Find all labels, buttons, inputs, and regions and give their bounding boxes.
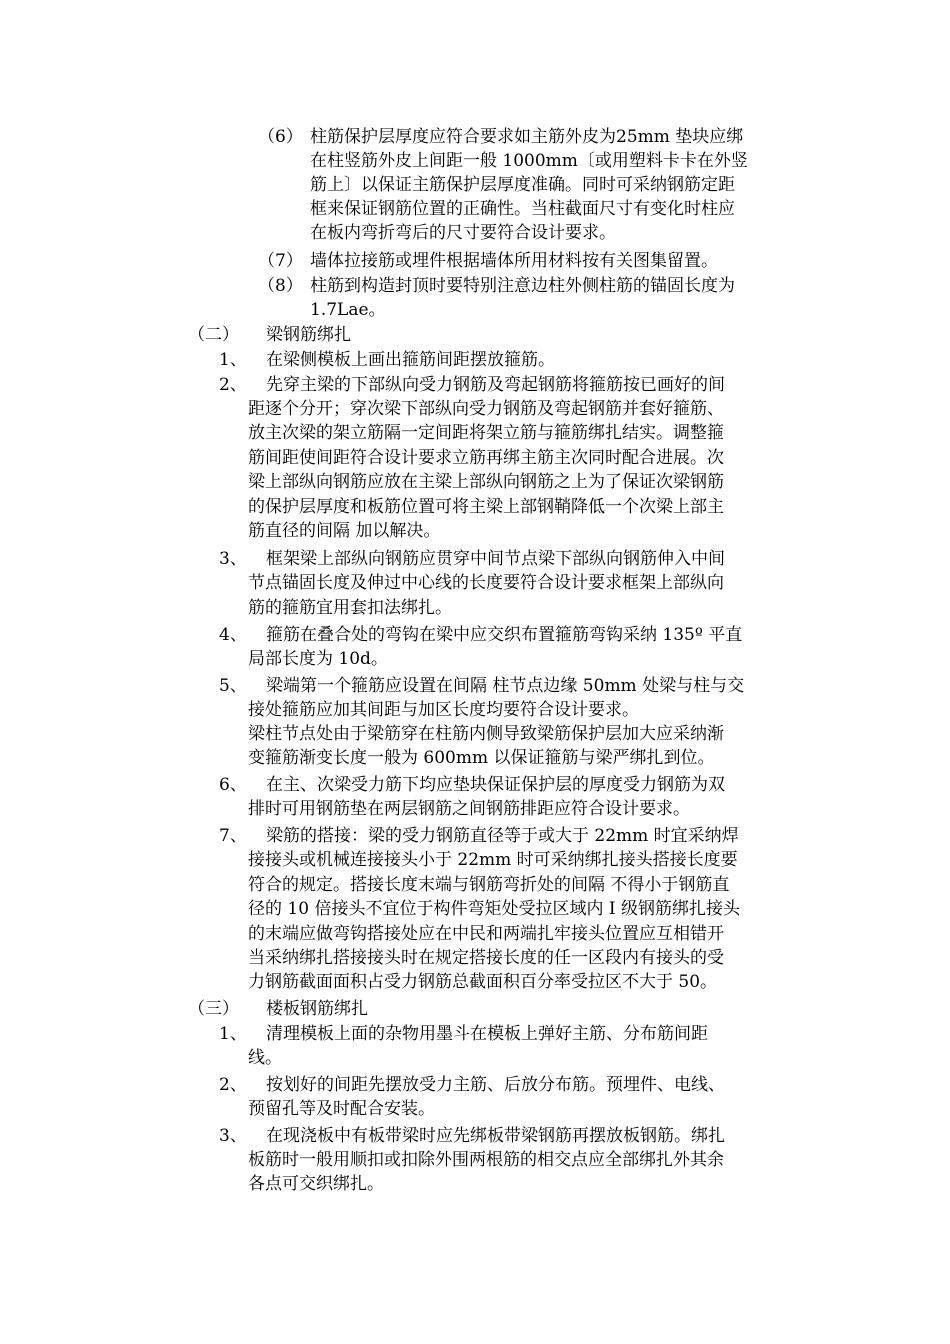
paragraph-line: 在板内弯折弯后的尺寸要符合设计要求。 (310, 223, 616, 243)
paragraph-line: 梁柱节点处由于梁筋穿在柱筋内侧导致梁筋保护层加大应采纳渐 (248, 724, 724, 744)
item-marker: 3、 (219, 1126, 247, 1146)
paragraph-line: 排时可用钢筋垫在两层钢筋之间钢筋排距应符合设计要求。 (248, 799, 690, 819)
paragraph-line: 节点锚固长度及伸过中心线的长度要符合设计要求框架上部纵向 (248, 573, 724, 593)
paragraph-line: 接接头或机械连接接头小于 22mm 时可采纳绑扎接头搭接长度要 (248, 850, 738, 870)
item-marker: 1、 (219, 350, 247, 370)
paragraph-line: 预留孔等及时配合安装。 (248, 1099, 435, 1119)
item-marker: 5、 (219, 676, 247, 696)
paragraph-line: 线。 (248, 1048, 282, 1068)
paragraph-line: 在梁侧模板上画出箍筋间距摆放箍筋。 (266, 350, 555, 370)
item-marker: （8） (258, 276, 303, 296)
paragraph-line: 筋的箍筋宜用套扣法绑扎。 (248, 598, 452, 618)
paragraph-line: 接处箍筋应加其间距与加区长度均要符合设计要求。 (248, 700, 639, 720)
paragraph-line: 框来保证钢筋位置的正确性。当柱截面尺寸有变化时柱应 (310, 199, 735, 219)
paragraph-line: 在柱竖筋外皮上间距一般 1000mm〔或用塑料卡卡在外竖 (310, 151, 748, 171)
section-heading: 楼板钢筋绑扎 (266, 999, 368, 1019)
item-marker: 1、 (219, 1024, 247, 1044)
paragraph-line: 在主、次梁受力筋下均应垫块保证保护层的厚度受力钢筋为双 (266, 775, 725, 795)
item-marker: 2、 (219, 375, 247, 395)
paragraph-line: 筋间距使间距符合设计要求立筋再绑主筋主次同时配合进展。次 (248, 448, 724, 468)
paragraph-line: 放主次梁的架立筋隔一定间距将架立筋与箍筋绑扎结实。调整箍 (248, 423, 724, 443)
section-marker: （二） (188, 325, 239, 345)
paragraph-line: 径的 10 倍接头不宜位于构件弯矩处受拉区域内 I 级钢筋绑扎接头 (248, 899, 740, 919)
paragraph-line: 筋直径的间隔 加以解决。 (248, 521, 441, 541)
paragraph-line: 在现浇板中有板带梁时应先绑板带梁钢筋再摆放板钢筋。绑扎 (266, 1126, 725, 1146)
paragraph-line: 局部长度为 10d。 (248, 649, 388, 669)
section-heading: 梁钢筋绑扎 (266, 325, 351, 345)
paragraph-line: 的保护层厚度和板筋位置可将主梁上部钢鞘降低一个次梁上部主 (248, 497, 724, 517)
item-marker: 2、 (219, 1075, 247, 1095)
paragraph-line: 符合的规定。搭接长度末端与钢筋弯折处的间隔 不得小于钢筋直 (248, 875, 730, 895)
item-marker: 4、 (219, 625, 247, 645)
paragraph-line: 力钢筋截面面积占受力钢筋总截面积百分率受拉区不大于 50。 (248, 972, 718, 992)
item-marker: （6） (258, 127, 303, 147)
paragraph-line: 当采纳绑扎搭接接头时在规定搭接长度的任一区段内有接头的受 (248, 948, 724, 968)
paragraph-line: 梁端第一个箍筋应设置在间隔 柱节点边缘 50mm 处梁与柱与交 (266, 676, 745, 696)
paragraph-line: 箍筋在叠合处的弯钩在梁中应交织布置箍筋弯钩采纳 135º 平直 (266, 625, 743, 645)
paragraph-line: 筋上〕以保证主筋保护层厚度准确。同时可采纳钢筋定距 (310, 175, 735, 195)
paragraph-line: 按划好的间距先摆放受力主筋、后放分布筋。预埋件、电线、 (266, 1075, 725, 1095)
paragraph-line: 板筋时一般用顺扣或扣除外围两根筋的相交点应全部绑扎外其余 (248, 1150, 724, 1170)
section-marker: （三） (188, 999, 239, 1019)
paragraph-line: 梁筋的搭接：梁的受力钢筋直径等于或大于 22mm 时宜采纳焊 (266, 826, 739, 846)
paragraph-line: 各点可交织绑扎。 (248, 1174, 384, 1194)
paragraph-line: 梁上部纵向钢筋应放在主梁上部纵向钢筋之上为了保证次梁钢筋 (248, 472, 724, 492)
paragraph-line: 墙体拉接筋或埋件根据墙体所用材料按有关图集留置。 (310, 251, 718, 271)
item-marker: 7、 (219, 826, 247, 846)
paragraph-line: 柱筋到构造封顶时要特别注意边柱外侧柱筋的锚固长度为 (310, 276, 735, 296)
paragraph-line: 先穿主梁的下部纵向受力钢筋及弯起钢筋将箍筋按已画好的间 (266, 375, 725, 395)
paragraph-line: 1.7Lae。 (310, 300, 386, 320)
item-marker: （7） (258, 251, 303, 271)
item-marker: 6、 (219, 775, 247, 795)
paragraph-line: 变箍筋渐变长度一般为 600mm 以保证箍筋与梁严绑扎到位。 (248, 748, 715, 768)
item-marker: 3、 (219, 549, 247, 569)
paragraph-line: 的末端应做弯钩搭接处应在中民和两端扎牢接头位置应互相错开 (248, 924, 724, 944)
paragraph-line: 距逐个分开；穿次梁下部纵向受力钢筋及弯起钢筋并套好箍筋、 (248, 399, 724, 419)
paragraph-line: 清理模板上面的杂物用墨斗在模板上弹好主筋、分布筋间距 (266, 1024, 708, 1044)
paragraph-line: 柱筋保护层厚度应符合要求如主筋外皮为25mm 垫块应绑 (310, 127, 744, 147)
paragraph-line: 框架梁上部纵向钢筋应贯穿中间节点梁下部纵向钢筋伸入中间 (266, 549, 725, 569)
